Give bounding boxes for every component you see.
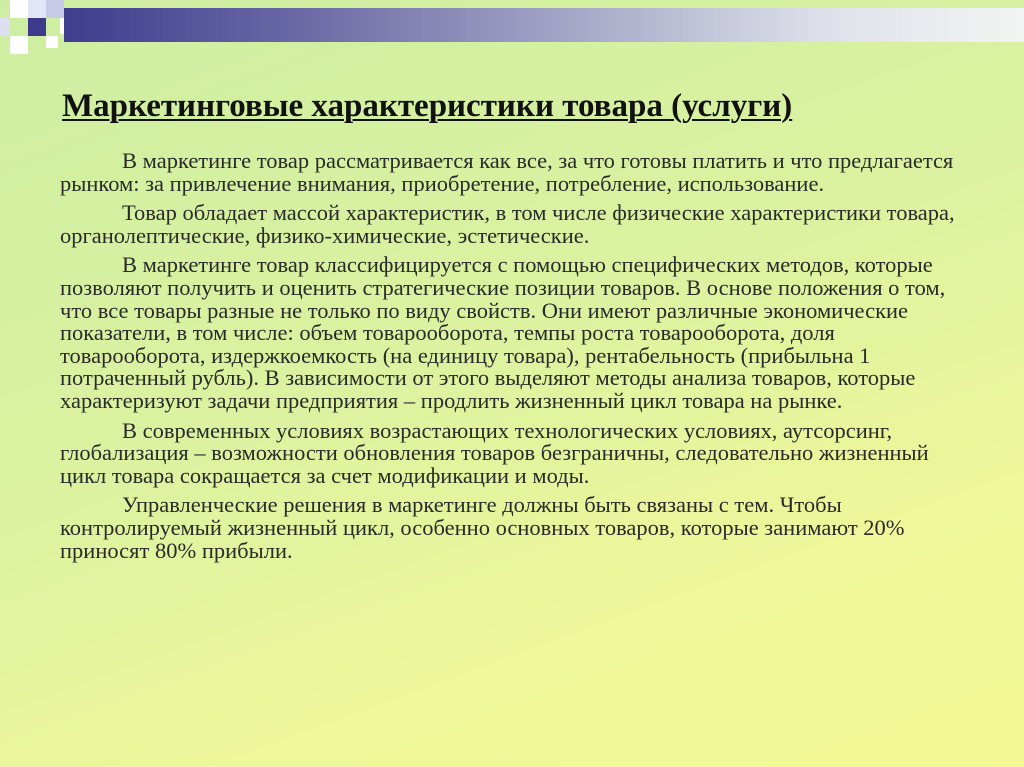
header-gradient-bar	[64, 8, 1024, 42]
paragraph: Товар обладает массой характеристик, в том числе физические характеристики товара, органолептические, физико-химические, эстетические.	[60, 200, 955, 248]
decorative-square	[0, 18, 10, 36]
decorative-square	[46, 36, 58, 48]
decorative-square	[28, 0, 46, 18]
paragraph: В маркетинге товар классифицируется с помощью специфических методов, которые позволяют получить и оценить стратегические позиции товаров. В основе положения о том, что все товары разные не только по виду свойств. Они имеют различные экономические показатели, в том числе: объем товарооборота, темпы роста товарооборота, доля товарооборота, издержкоемкость (на единицу товара), рентабельность (прибыльна 1 потраченный рубль). В зависимости от этого выделяют методы анализа товаров, которые характеризуют задачи предприятия – продлить жизненный цикл товара на рынке.	[60, 252, 946, 413]
paragraph: В современных условиях возрастающих технологических условиях, аутсорсинг, глобализация – возможности обновления товаров безграничны, следовательно жизненный цикл товара сокращается за счет модификации и моды.	[60, 417, 929, 488]
slide-title: Маркетинговые характеристики товара (услуги)	[62, 88, 793, 124]
paragraph: Управленческие решения в маркетинге должны быть связаны с тем. Чтобы контролируемый жизненный цикл, особенно основных товаров, которые занимают 20% приносят 80% прибыли.	[60, 492, 905, 563]
decorative-square	[10, 0, 28, 18]
slide-body	[60, 150, 960, 569]
decorative-square	[10, 36, 28, 54]
decorative-square	[46, 0, 64, 18]
paragraph: В маркетинге товар рассматривается как все, за что готовы платить и что предлагается рынком: за привлечение внимания, приобретение, потребление, использование.	[60, 148, 954, 196]
decorative-square	[28, 18, 46, 36]
